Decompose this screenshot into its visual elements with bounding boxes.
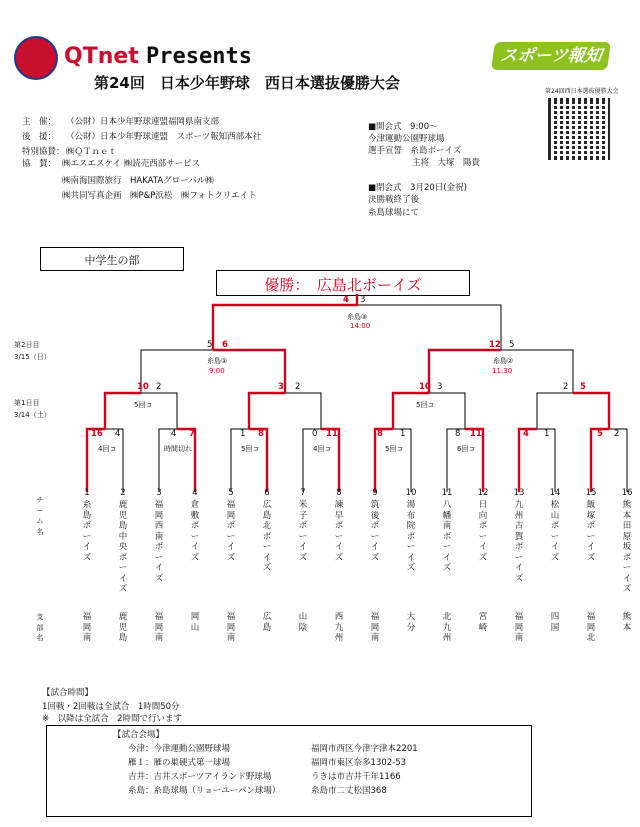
team-number: 1 [84, 488, 90, 498]
team-branch: 福岡南 [226, 612, 236, 643]
r2-3-score-b: 3 [437, 382, 443, 392]
r2-3-score-a: 10 [419, 382, 431, 392]
cosponsor-line: ㈱エスエスケイ ㈱読売西部サービス [62, 159, 201, 169]
team-number: 9 [372, 488, 378, 498]
team-branch: 四国 [550, 612, 560, 633]
r1-7-score-a: 4 [523, 429, 529, 439]
venues-heading: 【試合会場】 [113, 730, 165, 740]
qr-caption: 第24回西日本選抜優勝大会 [545, 88, 619, 95]
team-branch: 西九州 [334, 612, 344, 643]
team-number: 5 [228, 488, 234, 498]
team-name: 福岡西南ボーイズ [154, 500, 164, 584]
team-name: 松山ボーイズ [550, 500, 560, 563]
champion-text: 優勝： 広島北ボーイズ [264, 276, 422, 294]
venue-name: 雁１：雁の巣硬式第一球場 [128, 758, 231, 768]
r1-6-score-b: 11 [470, 429, 482, 439]
team-name: 筑後ボーイズ [370, 500, 380, 563]
team-row-label: チーム名 [36, 496, 44, 536]
team-branch: 宮崎 [478, 612, 488, 633]
r1-8-score-b: 2 [614, 429, 620, 439]
special-label: 特別協賛： [22, 147, 65, 157]
closing-ceremony: ■閉会式 3月20日(金祝) [368, 183, 467, 193]
opening-venue: 今津運動公園野球場 [368, 134, 445, 144]
branch-row-label: 支部名 [36, 613, 44, 642]
team-name: 熊本田原坂ボーイズ [622, 500, 632, 594]
semi1-score-a: 5 [207, 340, 213, 350]
team-number: 12 [477, 488, 489, 498]
team-name: 広島北ボーイズ [262, 500, 272, 573]
team-name: 米子ボーイズ [298, 500, 308, 563]
host-text: （公財）日本少年野球連盟福岡県南支部 [66, 117, 220, 127]
r1-6-score-a: 8 [455, 429, 461, 439]
cosponsor-line: ㈱南海国際旅行 HAKATAグローバル㈱ [62, 176, 214, 186]
sports-hochi-logo: スポーツ報知 [491, 42, 611, 70]
r1-5-note: 5回コ [385, 445, 404, 453]
closing-venue: 糸島球場にて [368, 208, 420, 218]
team-branch: 鹿児島 [118, 612, 128, 643]
presents-text: Presents [146, 44, 252, 69]
venue-name: 吉井：吉井スポーツアイランド野球場 [128, 772, 272, 782]
oath-captain: 主将 大塚 陽貴 [412, 158, 481, 168]
team-name: 諫早ボーイズ [334, 500, 344, 563]
oath-team: 選手宣誓 糸島ボーイズ [368, 146, 462, 156]
game-time-line2: ※ 以降は全試合 2時間で行います [42, 714, 183, 724]
team-number: 6 [264, 488, 270, 498]
support-text: （公財）日本少年野球連盟 スポーツ報知西部本社 [66, 132, 262, 142]
venue-address: 糸島市二丈松国368 [311, 786, 387, 796]
r2-4-score-a: 2 [563, 382, 569, 392]
day2-date: 3/15（日） [14, 353, 51, 361]
closing-time: 決勝戦終了後 [368, 195, 420, 205]
r1-5-score-b: 1 [400, 429, 406, 439]
r2-4-score-b: 5 [580, 382, 586, 392]
venue-name: 糸島：糸島球場（リョーユーパン球場） [128, 786, 281, 796]
cosponsor-line: ㈱共同写真企画 ㈱P&P浜松 ㈱フォトクリエイト [62, 191, 257, 201]
division-label: 中学生の部 [84, 254, 140, 267]
final-score-a: 4 [343, 295, 349, 305]
day2-label: 第2日目 [14, 341, 40, 349]
team-number: 13 [513, 488, 525, 498]
team-branch: 福岡南 [154, 612, 164, 643]
team-number: 10 [405, 488, 417, 498]
team-name: 鹿児島中央ボーイズ [118, 500, 128, 594]
team-branch: 福岡南 [82, 612, 92, 643]
r2-1-score-a: 10 [137, 382, 149, 392]
venue-address: 福岡市西区今津字津本2201 [311, 744, 418, 754]
final-venue: 糸島③ [347, 313, 368, 321]
team-name: 倉敷ボーイズ [190, 500, 200, 563]
r2-1-score-b: 2 [156, 382, 162, 392]
r1-3-score-a: 1 [240, 429, 246, 439]
semi1-time: 9:00 [209, 367, 225, 375]
team-branch: 熊本 [622, 612, 632, 633]
host-label: 主 催： [22, 117, 57, 127]
r2-2-score-a: 3 [278, 382, 284, 392]
support-label: 後 援： [22, 132, 57, 142]
semi2-venue: 糸島② [493, 357, 514, 365]
team-branch: 大分 [406, 612, 416, 633]
r1-4-note: 4回コ [313, 445, 332, 453]
team-branch: 岡山 [190, 612, 200, 633]
team-number: 7 [300, 488, 306, 498]
r1-3-score-b: 8 [258, 429, 264, 439]
semi2-score-a: 12 [489, 340, 501, 350]
r1-4-score-a: 0 [312, 429, 318, 439]
r1-2-score-b: 7 [189, 429, 195, 439]
r1-7-score-b: 1 [544, 429, 550, 439]
r1-1-score-b: 4 [115, 429, 121, 439]
team-name: 湯布院ボーイズ [406, 500, 416, 573]
team-number: 8 [336, 488, 342, 498]
team-branch: 福岡南 [370, 612, 380, 643]
special-text: ㈱ＱＴｎｅｔ [66, 147, 118, 157]
team-branch: 北九州 [442, 612, 452, 643]
team-branch: 福岡南 [514, 612, 524, 643]
r1-1-score-a: 16 [91, 429, 103, 439]
team-name: 八幡南ボーイズ [442, 500, 452, 573]
r1-1-note: 4回コ [98, 445, 117, 453]
team-name: 福岡ボーイズ [226, 500, 236, 563]
team-branch: 福岡北 [586, 612, 596, 643]
game-time-heading: 【試合時間】 [42, 688, 94, 698]
team-number: 3 [156, 488, 162, 498]
r1-6-note: 6回コ [457, 445, 476, 453]
r1-2-score-a: 4 [171, 429, 177, 439]
cosponsor-label: 協 賛： [22, 159, 57, 169]
final-time: 14:00 [350, 322, 371, 330]
team-number: 16 [621, 488, 633, 498]
r2-3-note: 5回コ [416, 401, 435, 409]
r1-2-note: 時間切れ [164, 445, 192, 453]
team-name: 糸島ボーイズ [82, 500, 92, 563]
venue-address: うきは市吉井千年1166 [311, 772, 401, 782]
game-time-line1: 1回戦・2回戦は全試合 1時間50分 [42, 702, 180, 712]
semi2-time: 11:30 [492, 367, 513, 375]
semi1-score-b: 6 [222, 340, 228, 350]
team-name: 飯塚ボーイズ [586, 500, 596, 563]
team-number: 14 [549, 488, 561, 498]
day1-label: 第1日目 [14, 399, 40, 407]
r1-3-note: 5回コ [241, 445, 260, 453]
team-name: 九州古賀ボーイズ [514, 500, 524, 584]
team-name: 日向ボーイズ [478, 500, 488, 563]
team-number: 4 [192, 488, 198, 498]
qtnet-logo: QTnet [64, 44, 139, 69]
team-number: 11 [441, 488, 453, 498]
semi1-venue: 糸島① [207, 357, 228, 365]
r1-4-score-b: 11 [326, 429, 338, 439]
page-title: 第24回 日本少年野球 西日本選抜優勝大会 [94, 74, 400, 92]
team-number: 2 [120, 488, 126, 498]
team-number: 15 [585, 488, 597, 498]
day1-date: 3/14（土） [14, 411, 51, 419]
venue-address: 福岡市東区奈多1302-53 [311, 758, 407, 768]
semi2-score-b: 5 [509, 340, 515, 350]
r1-8-score-a: 5 [597, 429, 603, 439]
r2-1-note: 5回コ [134, 401, 153, 409]
r2-2-score-b: 2 [295, 382, 301, 392]
team-branch: 広島 [262, 612, 272, 633]
venue-name: 今津：今津運動公園野球場 [128, 744, 231, 754]
final-score-b: 3 [360, 295, 366, 305]
team-branch: 山陰 [298, 612, 308, 633]
r1-5-score-a: 8 [377, 429, 383, 439]
opening-ceremony: ■開会式 9:00～ [368, 122, 438, 132]
